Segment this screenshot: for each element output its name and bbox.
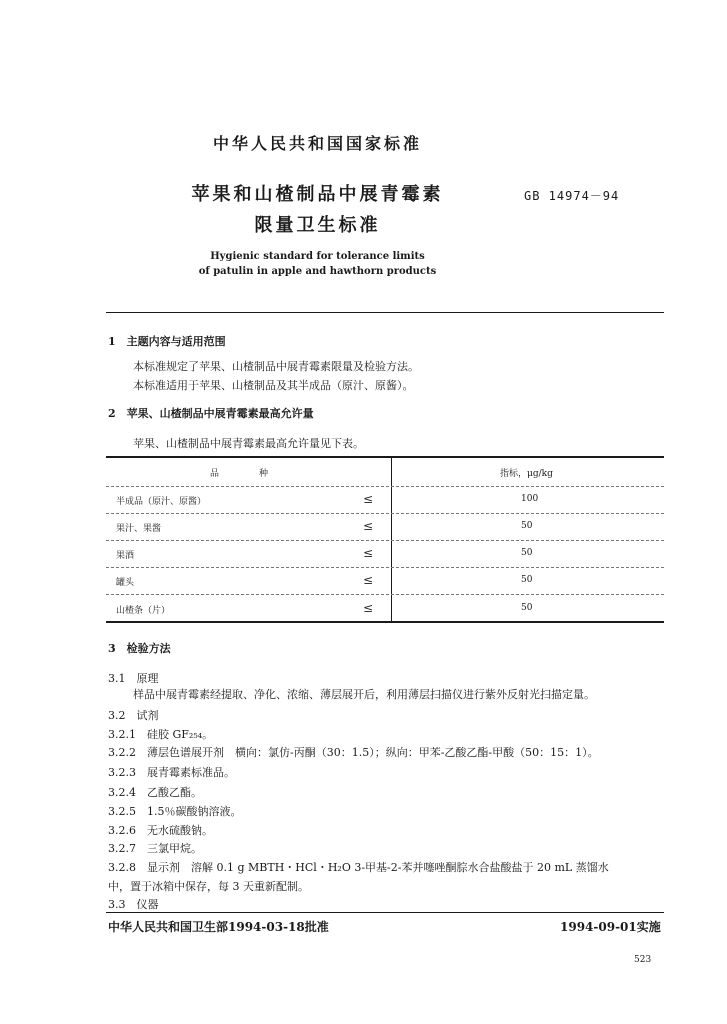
national-standard-title: 中华人民共和国国家标准 bbox=[212, 134, 422, 153]
section-2-intro: 苹果、山楂制品中展青霉素最高允许量见下表。 bbox=[133, 437, 364, 450]
clause-3-2-6: 3.2.6 无水硫酸钠。 bbox=[108, 824, 213, 837]
table-top-border bbox=[106, 456, 664, 458]
less-equal-sign: ≤ bbox=[363, 519, 374, 533]
section-3-heading: 3 检验方法 bbox=[108, 642, 171, 655]
table-header-index: 指标，μg/kg bbox=[500, 469, 553, 479]
clause-3-2-heading: 3.2 试剂 bbox=[108, 709, 159, 722]
clause-3-2-1: 3.2.1 硅胶 GF₂₅₄。 bbox=[108, 728, 214, 741]
clause-3-2-4: 3.2.4 乙酸乙酯。 bbox=[108, 786, 202, 799]
table-row-name: 果酒 bbox=[116, 551, 135, 561]
effective-date-line: 1994-09-01实施 bbox=[560, 920, 661, 934]
clause-3-2-7: 3.2.7 三氯甲烷。 bbox=[108, 842, 202, 855]
table-row-name: 山楂条（片） bbox=[116, 606, 171, 616]
english-title-line-1: Hygienic standard for tolerance limits bbox=[210, 251, 425, 262]
header-divider bbox=[106, 312, 664, 313]
less-equal-sign: ≤ bbox=[363, 492, 374, 506]
clause-3-2-5: 3.2.5 1.5％碳酸钠溶液。 bbox=[108, 805, 242, 818]
clause-3-1-heading: 3.1 原理 bbox=[108, 672, 159, 685]
table-bottom-border bbox=[106, 621, 664, 623]
document-title-line-1: 苹果和山楂制品中展青霉素 bbox=[191, 184, 444, 205]
document-title-line-2: 限量卫生标准 bbox=[254, 215, 381, 236]
table-row-value: 50 bbox=[521, 548, 533, 558]
section-1-heading: 1 主题内容与适用范围 bbox=[108, 335, 226, 348]
table-row-divider bbox=[106, 540, 664, 541]
approval-line: 中华人民共和国卫生部1994-03-18批准 bbox=[108, 920, 329, 934]
table-row-name: 罐头 bbox=[116, 578, 135, 588]
standard-code: GB 14974－94 bbox=[524, 189, 620, 203]
clause-3-2-2: 3.2.2 薄层色谱展开剂 横向：氯仿-丙酮（30：1.5）；纵向：甲苯-乙酸乙酯-甲酸（50：15：1）。 bbox=[108, 746, 599, 759]
footer-divider bbox=[106, 912, 664, 913]
clause-3-2-8: 3.2.8 显示剂 溶解 0.1 g MBTH・HCl・H₂O 3-甲基-2-苯并噻唑酮腙水合盐酸盐于 20 mL 蒸馏水 bbox=[108, 861, 609, 874]
section-1-paragraph-1: 本标准规定了苹果、山楂制品中展青霉素限量及检验方法。 bbox=[133, 360, 419, 373]
clause-3-1-body: 样品中展青霉素经提取、净化、浓缩、薄层展开后，利用薄层扫描仪进行紫外反射光扫描定量。 bbox=[133, 688, 595, 701]
clause-3-3-heading: 3.3 仪器 bbox=[108, 898, 159, 911]
table-row-name: 半成品（原汁、原酱） bbox=[116, 497, 207, 507]
page-number: 523 bbox=[634, 955, 652, 965]
clause-3-2-3: 3.2.3 展青霉素标准品。 bbox=[108, 766, 235, 779]
table-row-divider bbox=[106, 486, 664, 487]
less-equal-sign: ≤ bbox=[363, 546, 374, 560]
table-row-divider bbox=[106, 594, 664, 595]
section-1-paragraph-2: 本标准适用于苹果、山楂制品及其半成品（原汁、原酱）。 bbox=[133, 379, 414, 392]
clause-3-2-8-continuation: 中，置于冰箱中保存，每 3 天重新配制。 bbox=[108, 880, 309, 893]
table-row-name: 果汁、果酱 bbox=[116, 524, 162, 534]
table-row-divider bbox=[106, 513, 664, 514]
english-title-line-2: of patulin in apple and hawthorn products bbox=[198, 266, 437, 277]
table-row-value: 100 bbox=[521, 494, 539, 504]
table-row-value: 50 bbox=[521, 575, 533, 585]
less-equal-sign: ≤ bbox=[363, 573, 374, 587]
table-row-value: 50 bbox=[521, 603, 533, 613]
table-row-value: 50 bbox=[521, 521, 533, 531]
less-equal-sign: ≤ bbox=[363, 601, 374, 615]
section-2-heading: 2 苹果、山楂制品中展青霉素最高允许量 bbox=[108, 407, 314, 420]
table-header-product: 品种 bbox=[210, 469, 309, 479]
table-row-divider bbox=[106, 567, 664, 568]
